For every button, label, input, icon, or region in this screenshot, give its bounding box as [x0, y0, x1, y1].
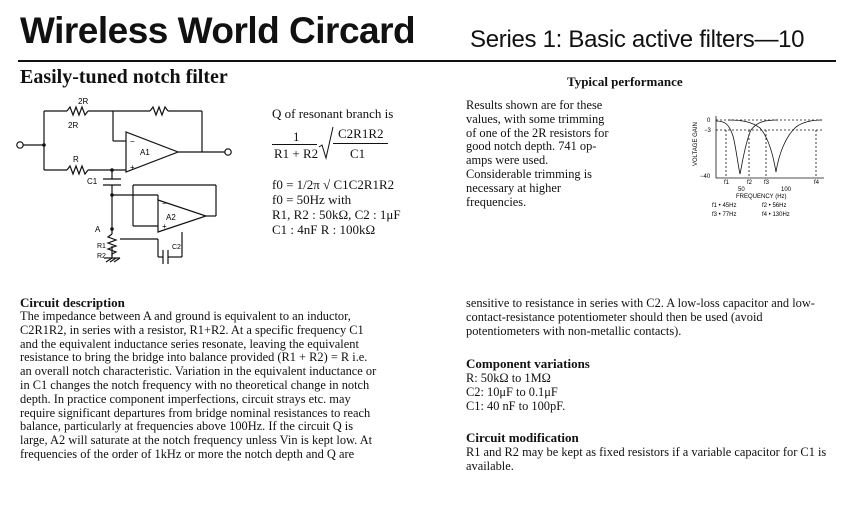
label-r-left-top: 2R	[68, 121, 79, 130]
label-a2: A2	[166, 213, 176, 222]
graph-marker-f3: f3	[764, 180, 770, 186]
a1-plus: +	[130, 163, 135, 172]
graph-y-tick-0: 0	[707, 118, 711, 124]
components-line-1: R1, R2 : 50kΩ, C2 : 1μF	[272, 207, 401, 222]
label-r-bottom: R	[73, 155, 79, 164]
circuit-description-continued: sensitive to resistance in series with C2. A low-loss capacitor and low-contact-resistance potentiometer should then be used (avoid potentiometers with non-metallic contacts).	[466, 296, 815, 338]
circuit-description-text: The impedance between A and ground is equivalent to an inductor, C2R1R2, in series with a resistor, R1+R2. At a specific frequency C1 and the equivalent inductance series resonate, leaving the equivalent resistance to bring the bridge into balance provided (R1 + R2) = R i.e. an overall notch characteristic. Variation in the equivalent inductance or in C1 changes the notch frequency with no theoretical change in notch depth. In practice component imperfections, circuit strays etc. may require significant departures from bridge nominal resistances to reach balance, particularly at frequencies above 100Hz. If the circuit Q is large, A2 will saturate at the notch frequency unless Vin is kept low. At frequencies of the order of 1kHz or more the notch depth and Q are	[20, 309, 377, 461]
q-fraction-line	[272, 144, 317, 145]
label-r1: R1	[97, 243, 106, 250]
components-line-2: C1 : 4nF R : 100kΩ	[272, 222, 376, 237]
graph-marker-f4: f4	[814, 180, 820, 186]
graph-marker-f1: f1	[724, 180, 730, 186]
f0-value: f0 = 50Hz with	[272, 192, 352, 207]
typical-performance-text: Results shown are for these values, with some trimming of one of the 2R resistors for good notch depth. 741 op-amps were used. Considerable trimming is necessary at higher frequencies.	[466, 98, 609, 209]
label-a1: A1	[140, 148, 150, 157]
a1-minus: −	[130, 137, 135, 146]
circuit-modification-heading: Circuit modification	[466, 430, 579, 445]
q-label: Q of resonant branch is	[272, 106, 394, 121]
circuit-modification-text: R1 and R2 may be kept as fixed resistors if a variable capacitor for C1 is available.	[466, 445, 827, 473]
graph-y-tick-minus-40: −40	[700, 174, 711, 180]
graph-y-axis-label: VOLTAGE GAIN	[693, 122, 699, 166]
label-c2: C2	[172, 244, 181, 251]
circuit-description-heading: Circuit description	[20, 295, 125, 310]
graph-legend-f3: f3 • 77Hz	[712, 212, 737, 218]
q-root-bottom: C1	[350, 146, 366, 161]
component-variation-c2: C2: 10μF to 0.1μF	[466, 385, 558, 399]
label-r2-top: 2R	[78, 97, 89, 106]
label-node-a: A	[95, 225, 101, 234]
component-variation-c1: C1: 40 nF to 100pF.	[466, 399, 566, 413]
f0-formula: f0 = 1/2π √ C1C2R1R2	[272, 177, 395, 192]
graph-legend-f2: f2 • 56Hz	[762, 203, 787, 209]
typical-performance-heading: Typical performance	[567, 74, 683, 89]
document-title: Easily-tuned notch filter	[20, 66, 228, 88]
graph-x-axis-label: FREQUENCY (Hz)	[736, 194, 787, 200]
brand-title: Wireless World Circard	[20, 10, 416, 51]
graph-legend-f4: f4 • 130Hz	[762, 212, 790, 218]
q-root-sign	[318, 126, 334, 160]
a2-minus: −	[162, 199, 167, 208]
component-variation-r: R: 50kΩ to 1MΩ	[466, 371, 551, 385]
masthead-rule	[18, 60, 836, 62]
q-root-line	[333, 143, 388, 144]
component-variations-heading: Component variations	[466, 356, 590, 371]
a2-plus: +	[162, 222, 167, 231]
masthead	[0, 0, 845, 64]
label-c1: C1	[87, 177, 98, 186]
graph-legend-f1: f1 • 45Hz	[712, 203, 737, 209]
q-root-top: C2R1R2	[338, 126, 384, 141]
q-numerator: 1	[293, 129, 300, 144]
performance-graph	[688, 112, 838, 222]
series-title: Series 1: Basic active filters—10	[470, 26, 805, 53]
circuit-schematic	[12, 96, 257, 280]
graph-marker-f2: f2	[747, 180, 753, 186]
label-r2: R2	[97, 253, 106, 260]
graph-x-value-100: 100	[781, 187, 792, 193]
graph-y-tick-minus-3: −3	[704, 128, 711, 134]
q-denominator: R1 + R2	[274, 146, 319, 161]
graph-x-value-50: 50	[738, 187, 745, 193]
